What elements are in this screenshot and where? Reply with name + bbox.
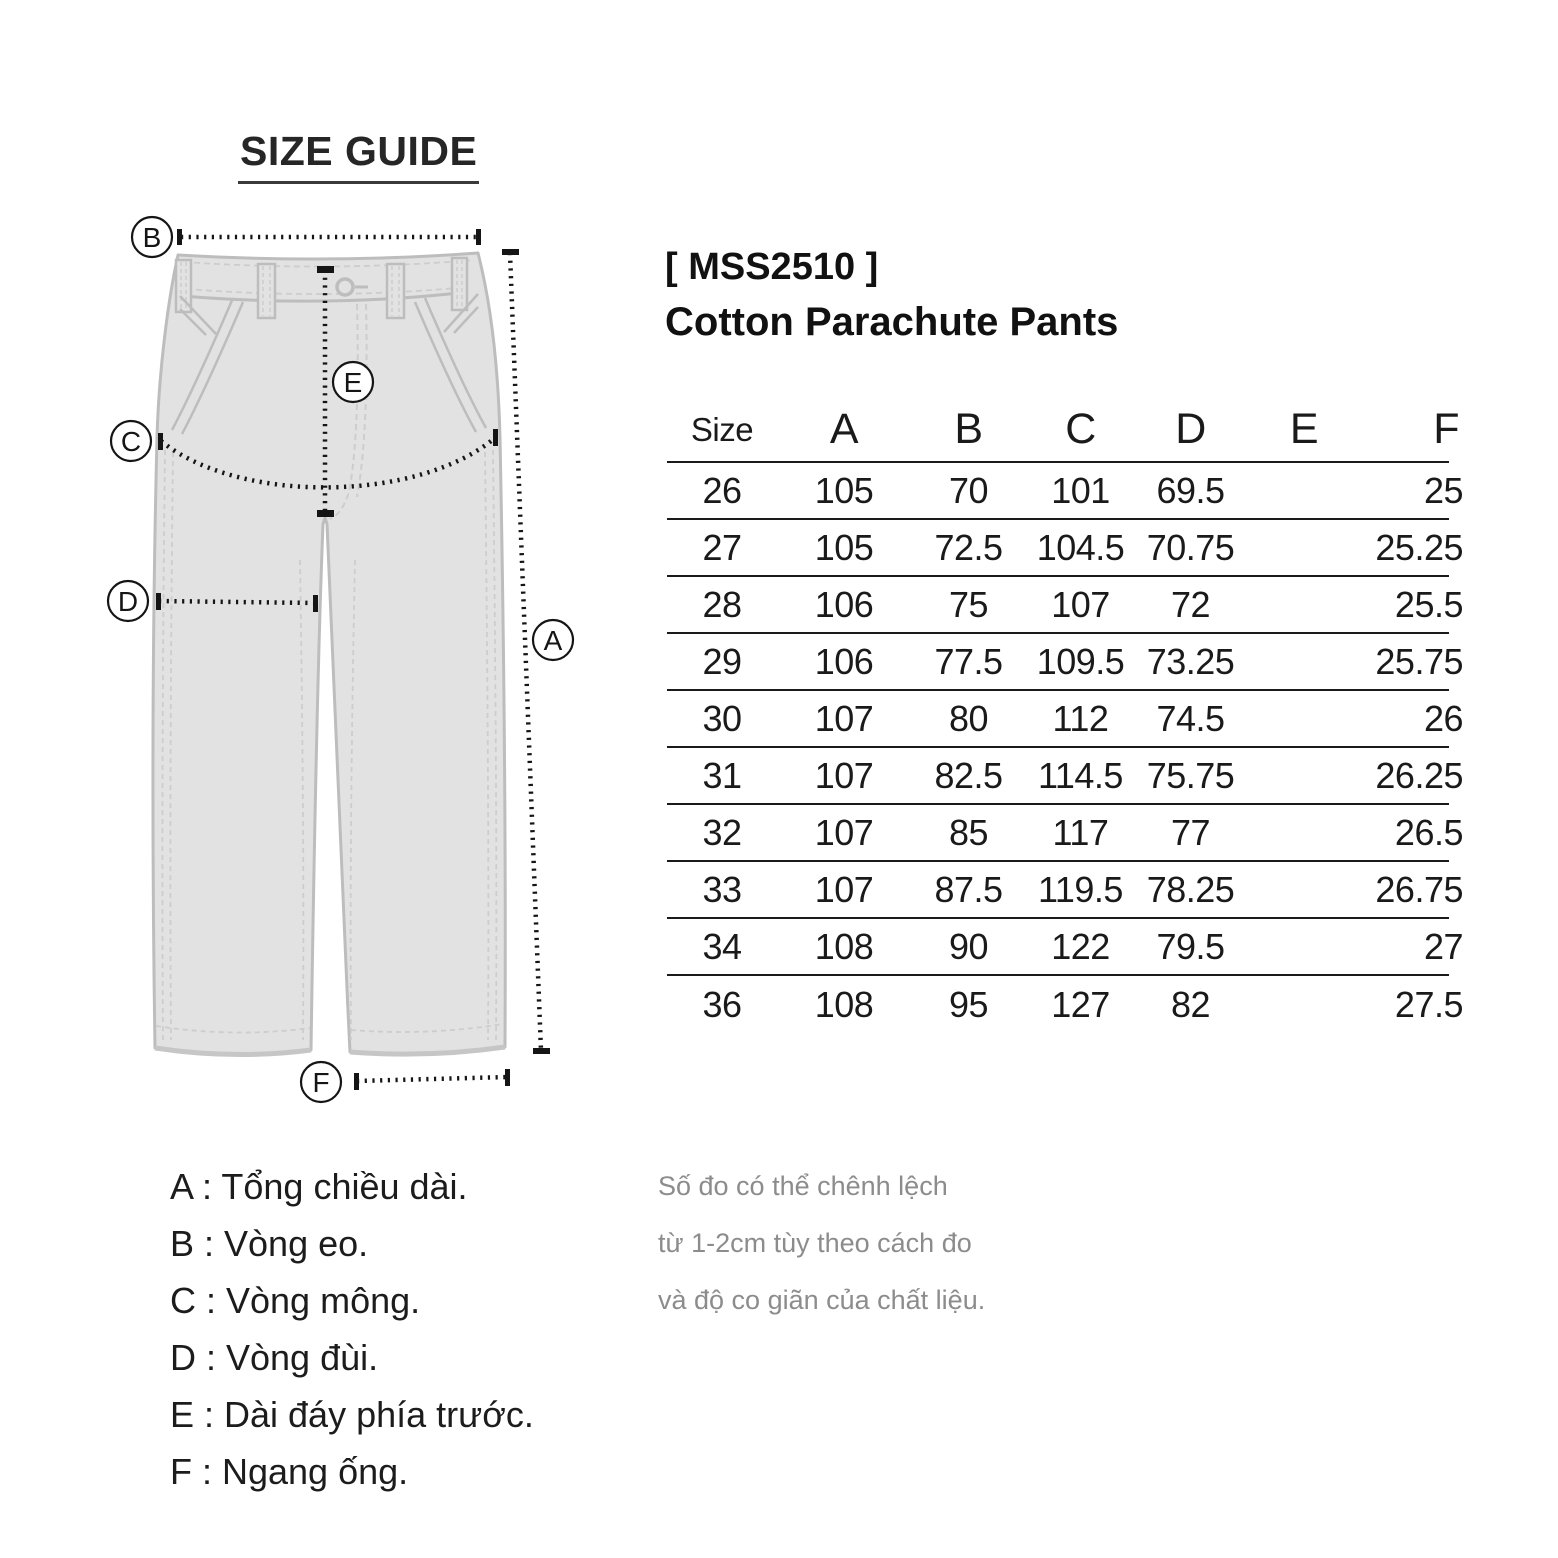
table-cell: 107 bbox=[814, 811, 874, 853]
table-header-b: B bbox=[954, 405, 983, 453]
table-cell: 36 bbox=[702, 983, 742, 1025]
table-cell: 77.5 bbox=[934, 640, 1003, 682]
product-name: Cotton Parachute Pants bbox=[665, 300, 1119, 344]
table-cell: 26 bbox=[702, 469, 742, 511]
table-row bbox=[667, 862, 1463, 919]
table-cell: 112 bbox=[1052, 697, 1109, 739]
table-cell: 104.5 bbox=[1036, 526, 1125, 568]
table-body bbox=[667, 463, 1463, 1033]
label-f: F bbox=[312, 1067, 330, 1098]
table-row bbox=[667, 577, 1463, 634]
table-cell: 77 bbox=[1170, 811, 1211, 853]
table-row bbox=[667, 976, 1463, 1033]
table-cell: 72.5 bbox=[934, 526, 1003, 568]
label-d: D bbox=[117, 586, 139, 617]
measurement-legend bbox=[170, 1158, 534, 1500]
table-cell: 30 bbox=[702, 697, 742, 739]
table-header-a: A bbox=[829, 405, 859, 453]
table-cell: 26 bbox=[1423, 697, 1463, 739]
legend-item-c: C : Vòng mông. bbox=[170, 1280, 421, 1321]
table-cell: 108 bbox=[814, 925, 874, 967]
table-cell: 74.5 bbox=[1156, 697, 1225, 739]
table-row bbox=[667, 691, 1463, 748]
label-b: B bbox=[142, 222, 162, 253]
table-cell: 27 bbox=[702, 526, 742, 568]
table-cell: 73.25 bbox=[1146, 640, 1235, 682]
pants-illustration bbox=[153, 253, 505, 1055]
table-cell: 75.75 bbox=[1146, 754, 1235, 796]
table-cell: 107 bbox=[814, 868, 874, 910]
table-cell: 79.5 bbox=[1156, 925, 1225, 967]
measurement-note bbox=[658, 1158, 985, 1329]
table-cell: 101 bbox=[1051, 469, 1110, 511]
table-header-size: Size bbox=[690, 411, 754, 448]
table-cell: 107 bbox=[814, 697, 874, 739]
table-cell: 26.25 bbox=[1375, 754, 1463, 796]
table-cell: 25.75 bbox=[1375, 640, 1463, 682]
table-cell: 69.5 bbox=[1156, 469, 1225, 511]
table-cell: 70.75 bbox=[1146, 526, 1235, 568]
table-cell: 85 bbox=[948, 811, 989, 853]
table-row bbox=[667, 463, 1463, 520]
table-row bbox=[667, 520, 1463, 577]
table-cell: 127 bbox=[1051, 983, 1110, 1025]
page-title: SIZE GUIDE bbox=[238, 128, 479, 184]
table-cell: 25 bbox=[1423, 469, 1463, 511]
table-cell: 34 bbox=[702, 925, 742, 967]
product-code: [ MSS2510 ] bbox=[665, 246, 879, 288]
table-cell: 25.25 bbox=[1375, 526, 1463, 568]
legend-item-a: A : Tổng chiều dài. bbox=[170, 1166, 468, 1207]
legend-item-b: B : Vòng eo. bbox=[170, 1223, 369, 1264]
table-row bbox=[667, 634, 1463, 691]
label-c: C bbox=[120, 426, 142, 457]
pants-body bbox=[153, 253, 505, 1055]
table-cell: 90 bbox=[948, 925, 989, 967]
table-cell: 27.5 bbox=[1394, 983, 1463, 1025]
measure-line-f bbox=[357, 1077, 508, 1081]
size-table bbox=[667, 398, 1463, 1033]
table-cell: 119.5 bbox=[1038, 868, 1123, 910]
legend-item-e: E : Dài đáy phía trước. bbox=[170, 1394, 534, 1435]
table-cell: 107 bbox=[1051, 583, 1110, 625]
table-cell: 114.5 bbox=[1038, 754, 1123, 796]
table-cell: 70 bbox=[948, 469, 989, 511]
table-cell: 80 bbox=[948, 697, 989, 739]
table-cell: 26.75 bbox=[1375, 868, 1463, 910]
table-cell: 33 bbox=[702, 868, 742, 910]
table-cell: 82 bbox=[1170, 983, 1211, 1025]
label-e: E bbox=[343, 367, 363, 398]
table-header-e: E bbox=[1289, 405, 1319, 453]
table-header-c: C bbox=[1065, 405, 1096, 453]
table-cell: 26.5 bbox=[1394, 811, 1463, 853]
table-cell: 122 bbox=[1051, 925, 1110, 967]
table-cell: 107 bbox=[814, 754, 874, 796]
table-cell: 105 bbox=[814, 526, 874, 568]
legend-item-f: F : Ngang ống. bbox=[170, 1451, 409, 1492]
pants-diagram bbox=[90, 200, 620, 1120]
table-cell: 82.5 bbox=[934, 754, 1003, 796]
table-header-f: F bbox=[1433, 405, 1459, 453]
table-cell: 109.5 bbox=[1036, 640, 1125, 682]
table-row bbox=[667, 748, 1463, 805]
table-cell: 75 bbox=[948, 583, 989, 625]
table-cell: 117 bbox=[1052, 811, 1109, 853]
note-line-3: và độ co giãn của chất liệu. bbox=[658, 1285, 986, 1315]
table-cell: 87.5 bbox=[934, 868, 1003, 910]
table-cell: 27 bbox=[1423, 925, 1463, 967]
table-header-row bbox=[667, 398, 1459, 463]
label-a: A bbox=[543, 625, 563, 656]
table-cell: 106 bbox=[814, 583, 874, 625]
table-cell: 28 bbox=[702, 583, 742, 625]
table-cell: 25.5 bbox=[1394, 583, 1463, 625]
table-cell: 32 bbox=[702, 811, 742, 853]
table-cell: 105 bbox=[814, 469, 874, 511]
table-cell: 31 bbox=[702, 754, 742, 796]
table-cell: 78.25 bbox=[1146, 868, 1235, 910]
table-cell: 108 bbox=[814, 983, 874, 1025]
table-cell: 72 bbox=[1170, 583, 1211, 625]
note-line-1: Số đo có thể chênh lệch bbox=[658, 1171, 948, 1201]
legend-item-d: D : Vòng đùi. bbox=[170, 1337, 379, 1378]
table-row bbox=[667, 919, 1463, 976]
table-cell: 106 bbox=[814, 640, 874, 682]
table-cell: 29 bbox=[702, 640, 742, 682]
note-line-2: từ 1-2cm tùy theo cách đo bbox=[658, 1228, 972, 1258]
table-cell: 95 bbox=[948, 983, 989, 1025]
table-header-d: D bbox=[1175, 405, 1206, 453]
table-row bbox=[667, 805, 1463, 862]
